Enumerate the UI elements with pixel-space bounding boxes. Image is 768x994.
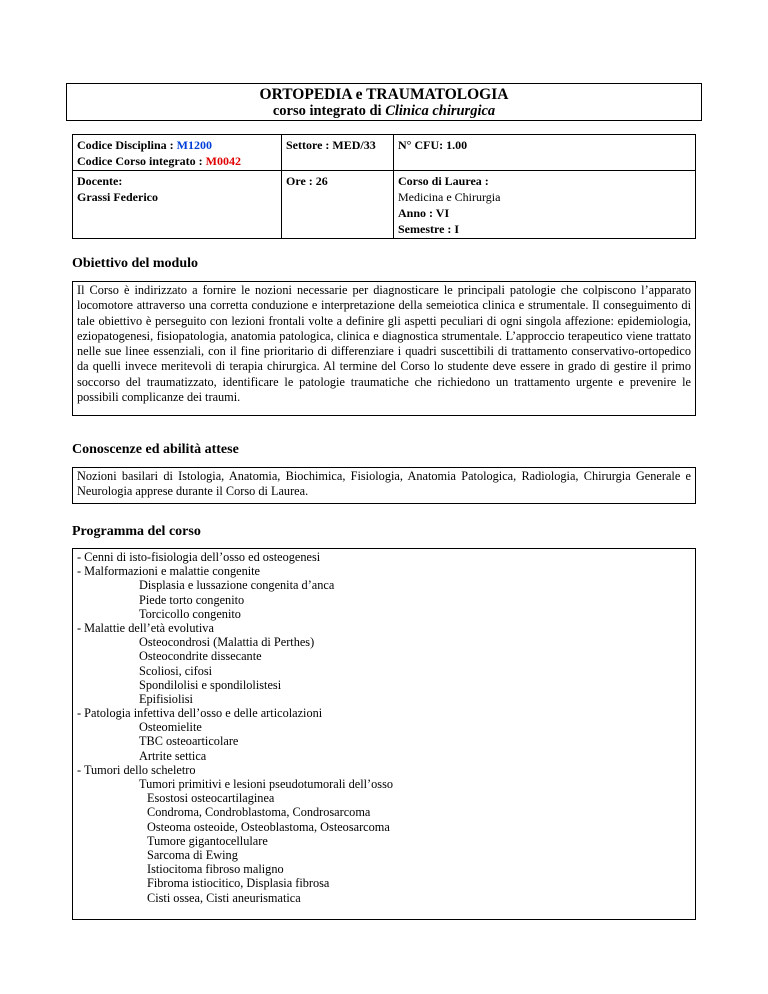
codice-disciplina-label: Codice Disciplina : — [77, 138, 177, 152]
programma-line: Artrite settica — [139, 748, 207, 763]
settore: Settore : MED/33 — [286, 138, 376, 152]
programma-line: Osteomielite — [139, 720, 202, 735]
programma-line: - Cenni di isto-fisiologia dell’osso ed osteogenesi — [77, 550, 321, 564]
conoscenze-heading: Conoscenze ed abilità attese — [72, 442, 239, 457]
corso-label: Corso di Laurea : — [398, 174, 489, 188]
programma-line: - Patologia infettiva dell’osso e delle articolazioni — [77, 706, 323, 721]
programma-line: Displasia e lussazione congenita d’anca — [139, 578, 335, 593]
subtitle-italic: Clinica chirurgica — [385, 103, 496, 119]
programma-line: Cisti ossea, Cisti aneurismatica — [147, 890, 301, 905]
programma-line: Istiocitoma fibroso maligno — [147, 862, 284, 877]
programma-line: Piede torto congenito — [139, 592, 245, 607]
programma-line: TBC osteoarticolare — [139, 734, 239, 749]
conoscenze-text: Nozioni basilari di Istologia, Anatomia, Biochimica, Fisiologia, Anatomia Patologica, Radiologia, Chirurgia Generale e Neurologia apprese durante il Corso di Laurea. — [77, 469, 691, 499]
course-title: ORTOPEDIA e TRAUMATOLOGIA — [259, 86, 509, 103]
conoscenze-box — [72, 467, 696, 504]
programma-line: Torcicollo congenito — [139, 606, 241, 621]
docente-label: Docente: — [77, 174, 123, 188]
programma-line: Osteocondrosi (Malattia di Perthes) — [139, 635, 315, 650]
obiettivo-text: Il Corso è indirizzato a fornire le nozioni necessarie per diagnosticare le principali patologie che colpiscono l’apparato locomotore attraverso una corretta conduzione e interpretazione della semeiotica clinica e strumentale. Il conseguimento di tale obiettivo è perseguito con lezioni frontali volte a definire gli aspetti peculiari di ogni singola affezione: epidemiologia, eziopatogenesi, fisiopatologia, anatomia patologica, clinica e diagnostica strumentale. L’approccio terapeutico viene trattato nelle sue linee essenziali, con il fine prioritario di differenziare i quadri suscettibili di trattamento conservativo-ortopedico da quelli invece meritevoli di terapia chirurgica. Al termine del Corso lo studente deve essere in grado di gestire il primo soccorso del traumatizzato, identificare le patologie traumatiche che richiedono un trattamento urgente e prevenire le possibili complicanze dei traumi. — [77, 283, 691, 405]
programma-line: Epifisiolisi — [139, 691, 193, 706]
codice-corso-value: M0042 — [205, 154, 241, 168]
info-cell-codici — [73, 135, 282, 171]
programma-line: - Malattie dell’età evolutiva — [77, 620, 214, 635]
programma-line: - Malformazioni e malattie congenite — [77, 564, 261, 579]
info-cell-docente — [73, 171, 282, 239]
corso-value: Medicina e Chirurgia — [398, 190, 501, 204]
programma-line: Spondilolisi e spondilolistesi — [139, 677, 282, 692]
course-info-table — [72, 134, 696, 239]
cfu: N° CFU: 1.00 — [398, 138, 468, 152]
programma-heading: Programma del corso — [72, 524, 201, 539]
title-box — [66, 83, 702, 121]
info-cell-ore — [282, 171, 394, 239]
programma-line: Osteocondrite dissecante — [139, 649, 262, 664]
programma-line: Esostosi osteocartilaginea — [147, 791, 275, 806]
obiettivo-box — [72, 281, 696, 416]
info-cell-settore — [282, 135, 394, 171]
programma-line: Tumore gigantocellulare — [147, 833, 268, 848]
info-cell-cfu — [394, 135, 696, 171]
subtitle-prefix: corso integrato di — [272, 103, 386, 119]
programma-line: Sarcoma di Ewing — [147, 847, 238, 862]
docente-name: Grassi Federico — [77, 190, 158, 204]
codice-corso-label: Codice Corso integrato : — [77, 154, 206, 168]
codice-disciplina-value: M1200 — [176, 138, 212, 152]
obiettivo-heading: Obiettivo del modulo — [72, 256, 199, 271]
programma-line: Scoliosi, cifosi — [139, 663, 213, 678]
programma-box — [72, 548, 696, 920]
programma-line: Osteoma osteoide, Osteoblastoma, Osteosarcoma — [147, 819, 390, 834]
programma-line: Condroma, Condroblastoma, Condrosarcoma — [147, 805, 371, 820]
ore: Ore : 26 — [286, 174, 328, 188]
programma-line: - Tumori dello scheletro — [77, 762, 196, 777]
course-subtitle — [67, 103, 701, 119]
anno: Anno : VI — [398, 206, 450, 220]
info-cell-corso — [394, 171, 696, 239]
semestre: Semestre : I — [398, 222, 460, 236]
programma-line: Tumori primitivi e lesioni pseudotumorali dell’osso — [139, 777, 394, 791]
programma-line: Fibroma istiocitico, Displasia fibrosa — [147, 876, 330, 891]
